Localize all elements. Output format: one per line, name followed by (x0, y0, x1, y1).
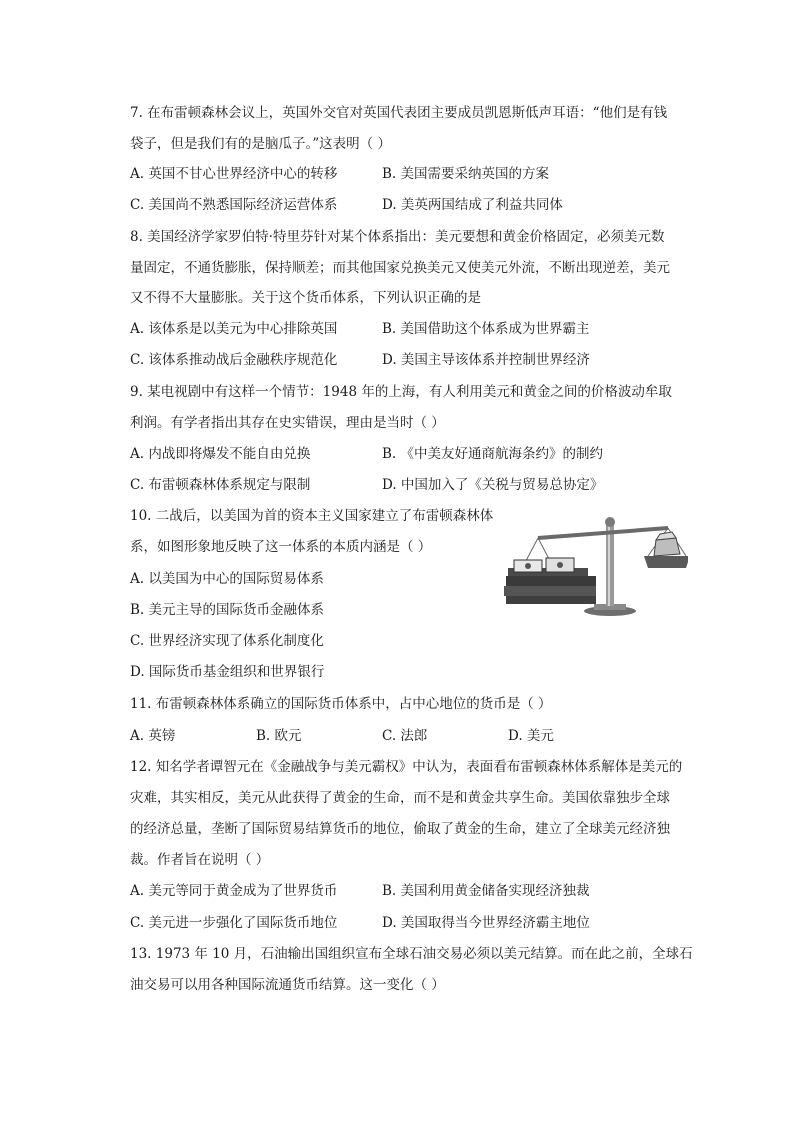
q8-option-b: B. 美国借助这个体系成为世界霸主 (382, 321, 590, 337)
q9-stem-line1: 9. 某电视剧中有这样一个情节：1948 年的上海，有人利用美元和黄金之间的价格波动牟取 (130, 384, 672, 400)
q13-stem-line1: 13. 1973 年 10 月，石油输出国组织宣布全球石油交易必须以美元结算。而在此之前，全球石 (130, 946, 693, 962)
q8-option-a: A. 该体系是以美元为中心排除英国 (130, 321, 338, 337)
q10-option-c: C. 世界经济实现了体系化制度化 (130, 633, 324, 649)
q12-option-b: B. 美国利用黄金储备实现经济独裁 (382, 883, 590, 899)
q8-option-c: C. 该体系推动战后金融秩序规范化 (130, 352, 338, 368)
q7-option-d: D. 美英两国结成了利益共同体 (382, 197, 563, 213)
q11-option-a: A. 英镑 (130, 728, 176, 744)
q7-option-c: C. 美国尚不熟悉国际经济运营体系 (130, 197, 338, 213)
q8-stem-line3: 又不得不大量膨胀。关于这个货币体系，下列认识正确的是 (130, 290, 481, 306)
q8-option-d: D. 美国主导该体系并控制世界经济 (382, 352, 590, 368)
q11-option-d: D. 美元 (508, 728, 554, 744)
q8-stem-line1: 8. 美国经济学家罗伯特·特里芬针对某个体系指出：美元要想和黄金价格固定，必须美元数 (130, 229, 665, 245)
q11-option-b: B. 欧元 (256, 728, 302, 744)
q10-option-d: D. 国际货币基金组织和世界银行 (130, 664, 325, 680)
q8-stem-line2: 量固定，不通货膨胀，保持顺差；而其他国家兑换美元又使美元外流，不断出现逆差，美元 (130, 260, 670, 276)
q10-stem-line1: 10. 二战后，以美国为首的资本主义国家建立了布雷顿森林体 (130, 508, 494, 524)
q9-option-d: D. 中国加入了《关税与贸易总协定》 (382, 477, 604, 493)
balance-scale-icon (498, 510, 688, 620)
q12-stem-line2: 灾难，其实相反，美元从此获得了黄金的生命，而不是和黄金共享生命。美国依靠独步全球 (130, 790, 670, 806)
balance-scale-illustration (498, 510, 688, 620)
q10-option-b: B. 美元主导的国际货币金融体系 (130, 602, 325, 618)
q9-option-c: C. 布雷顿森林体系规定与限制 (130, 477, 311, 493)
q9-stem-line2: 利润。有学者指出其存在史实错误，理由是当时（ ） (130, 415, 445, 431)
q12-stem-line3: 的经济总量，垄断了国际贸易结算货币的地位，偷取了黄金的生命，建立了全球美元经济独 (130, 821, 670, 837)
q11-option-c: C. 法郎 (382, 728, 428, 744)
q12-option-d: D. 美国取得当今世界经济霸主地位 (382, 915, 590, 931)
q9-option-a: A. 内战即将爆发不能自由兑换 (130, 446, 311, 462)
q7-option-a: A. 英国不甘心世界经济中心的转移 (130, 166, 338, 182)
q7-stem-line2: 袋子，但是我们有的是脑瓜子。”这表明（ ） (130, 136, 391, 152)
q9-option-b: B. 《中美友好通商航海条约》的制约 (382, 446, 604, 462)
q10-stem-line2: 系，如图形象地反映了这一体系的本质内涵是（ ） (130, 539, 432, 555)
q13-stem-line2: 油交易可以用各种国际流通货币结算。这一变化（ ） (130, 977, 445, 993)
q12-stem-line1: 12. 知名学者谭智元在《金融战争与美元霸权》中认为，表面看布雷顿森林体系解体是美元的 (130, 759, 683, 775)
q7-option-b: B. 美国需要采纳英国的方案 (382, 166, 550, 182)
q12-stem-line4: 裁。作者旨在说明（ ） (130, 852, 270, 868)
q12-option-c: C. 美元进一步强化了国际货币地位 (130, 915, 338, 931)
q7-stem-line1: 7. 在布雷顿森林会议上，英国外交官对英国代表团主要成员凯恩斯低声耳语：“他们是有钱 (130, 105, 668, 121)
q12-option-a: A. 美元等同于黄金成为了世界货币 (130, 883, 338, 899)
q11-stem: 11. 布雷顿森林体系确立的国际货币体系中，占中心地位的货币是（ ） (130, 696, 552, 712)
q10-option-a: A. 以美国为中心的国际贸易体系 (130, 571, 324, 587)
